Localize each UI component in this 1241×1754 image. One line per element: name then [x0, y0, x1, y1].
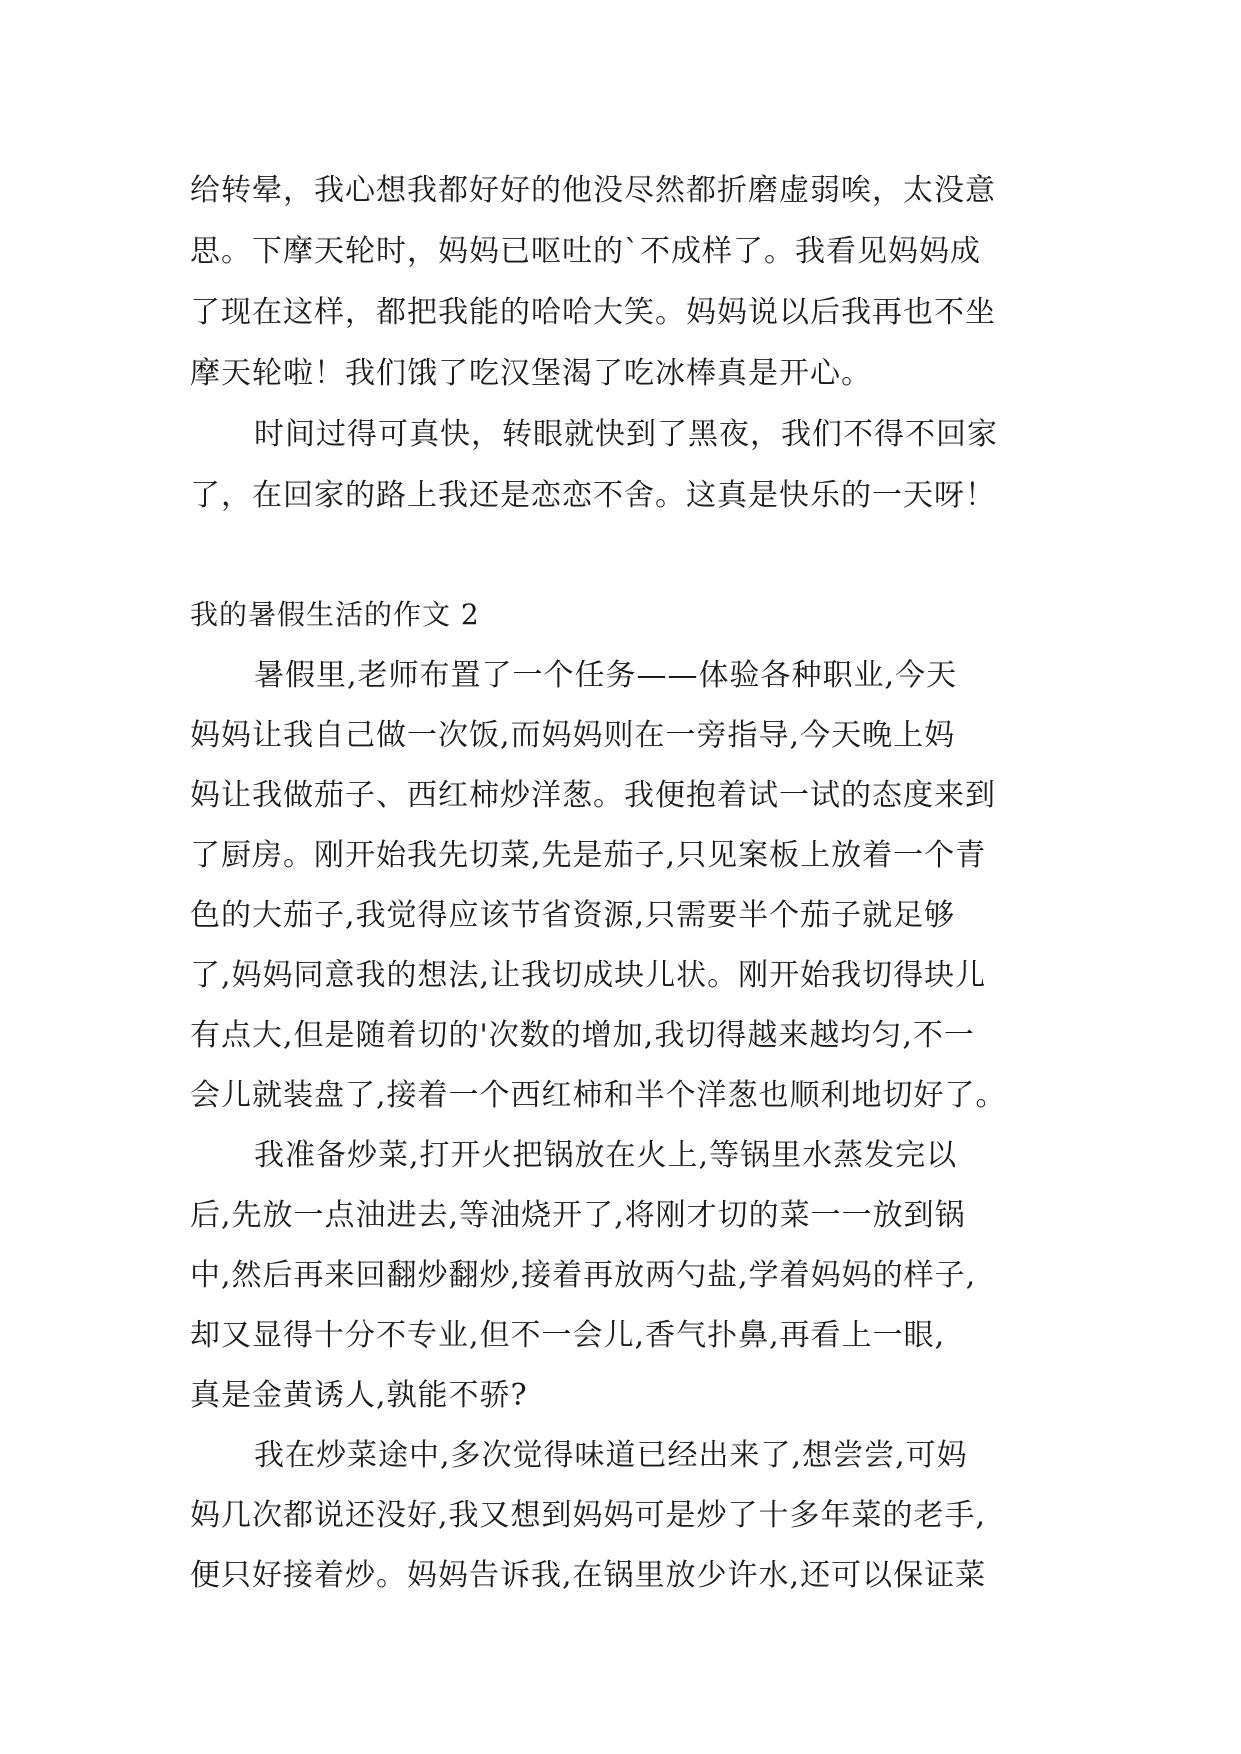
paragraph: [190, 1426, 1050, 1606]
paragraph: [190, 160, 1050, 404]
text-line: 时间过得可真快，转眼就快到了黑夜，我们不得不回家: [254, 417, 998, 452]
text-line: 妈几次都说还没好,我又想到妈妈可是炒了十多年菜的老手,: [190, 1498, 987, 1533]
text-line: 会儿就装盘了,接着一个西红柿和半个洋葱也顺利地切好了。: [190, 1078, 1007, 1113]
text-line: 便只好接着炒。妈妈告诉我,在锅里放少许水,还可以保证菜: [190, 1558, 987, 1593]
section-gap: [190, 526, 1050, 584]
paragraph: [190, 1126, 1050, 1426]
text-line: 后,先放一点油进去,等油烧开了,将刚才切的菜一一放到锅: [190, 1198, 966, 1233]
paragraph: [190, 646, 1050, 1126]
text-line: 给转晕，我心想我都好好的他没尽然都折磨虚弱唉，太没意: [190, 173, 996, 208]
text-line: 我在炒菜途中,多次觉得味道已经出来了,想尝尝,可妈: [254, 1438, 968, 1473]
section-2: [190, 584, 1050, 1606]
text-line: 了现在这样，都把我能的哈哈大笑。妈妈说以后我再也不坐: [190, 295, 996, 330]
text-line: 了厨房。刚开始我先切菜,先是茄子,只见案板上放着一个青: [190, 838, 987, 873]
text-line: 了,妈妈同意我的想法,让我切成块儿状。刚开始我切得块儿: [190, 958, 987, 993]
section-1: [190, 160, 1050, 526]
text-line: 暑假里,老师布置了一个任务——体验各种职业,今天: [254, 658, 958, 693]
text-line: 色的大茄子,我觉得应该节省资源,只需要半个茄子就足够: [190, 898, 956, 933]
paragraph: [190, 404, 1050, 526]
text-line: 了，在回家的路上我还是恋恋不舍。这真是快乐的一天呀！: [190, 478, 996, 513]
text-line: 有点大,但是随着切的'次数的增加,我切得越来越均匀,不一: [190, 1018, 975, 1053]
text-line: 中,然后再来回翻炒翻炒,接着再放两勺盐,学着妈妈的样子,: [190, 1258, 977, 1293]
document-body: [190, 160, 1050, 1606]
text-line: 却又显得十分不专业,但不一会儿,香气扑鼻,再看上一眼,: [190, 1318, 946, 1353]
section-title: 我的暑假生活的作文 2: [190, 598, 480, 631]
text-line: 真是金黄诱人,孰能不骄?: [190, 1378, 528, 1413]
text-line: 我准备炒菜,打开火把锅放在火上,等锅里水蒸发完以: [254, 1138, 958, 1173]
text-line: 妈妈让我自己做一次饭,而妈妈则在一旁指导,今天晚上妈: [190, 718, 956, 753]
text-line: 思。下摩天轮时，妈妈已呕吐的`不成样了。我看见妈妈成: [190, 234, 981, 269]
text-line: 摩天轮啦！我们饿了吃汉堡渴了吃冰棒真是开心。: [190, 356, 872, 391]
text-line: 妈让我做茄子、西红柿炒洋葱。我便抱着试一试的态度来到: [190, 778, 996, 813]
